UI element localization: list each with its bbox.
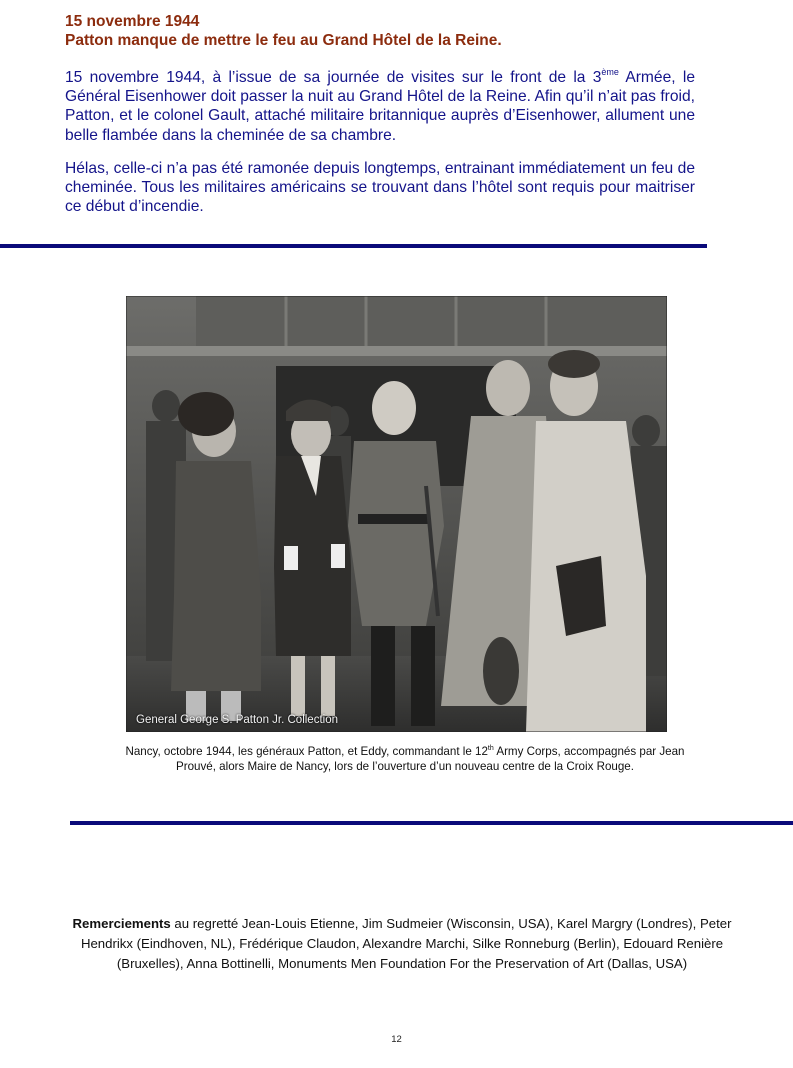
acknowledgements-text: au regretté Jean-Louis Etienne, Jim Sudmeier (Wisconsin, USA), Karel Margry (Londres), Peter Hendrikx (Eindhoven, NL), Frédérique Claudon, Alexandre Marchi, Silke Ronneburg (Berlin), Edouard Renière (Bruxelles), Anna Bottinelli, Monuments Men Foundation For the Preservation of Art (Dallas, USA) <box>80 916 732 971</box>
paragraph-1-superscript: ème <box>601 67 619 77</box>
caption-start: Nancy, octobre 1944, les généraux Patton, et Eddy, commandant le 12 <box>125 745 488 758</box>
acknowledgements-label: Remerciements <box>72 916 171 931</box>
paragraph-1-start: 15 novembre 1944, à l’issue de sa journée de visites sur le front de la 3 <box>65 69 602 86</box>
historical-photo <box>126 296 667 732</box>
divider-top <box>0 244 707 248</box>
page-number: 12 <box>391 1034 402 1045</box>
photo-illustration <box>126 296 667 732</box>
photo-credit: General George S. Patton Jr. Collection <box>136 714 338 726</box>
acknowledgements <box>62 914 742 974</box>
article-heading <box>65 12 502 50</box>
photo-caption <box>110 744 700 774</box>
caption-end: Army Corps, accompagnés par Jean Prouvé, alors Maire de Nancy, lors de l’ouverture d’un nouveau centre de la Croix Rouge. <box>176 745 685 773</box>
caption-superscript: th <box>487 745 494 752</box>
paragraph-2: Hélas, celle-ci n’a pas été ramonée depuis longtemps, entrainant immédiatement un feu de cheminée. Tous les militaires américains se trouvant dans l’hôtel sont requis pour maitriser ce début d’incendie. <box>65 160 695 216</box>
upper-windows <box>196 296 667 346</box>
paragraph-1 <box>65 68 695 145</box>
paragraph-1-end: Armée, le Général Eisenhower doit passer la nuit au Grand Hôtel de la Reine. Afin qu’il n’ait pas froid, Patton, et le colonel Gault, attaché militaire britannique auprès d’Eisenhower, allument une belle flambée dans la cheminée de sa chambre. <box>65 69 695 144</box>
heading-title: Patton manque de mettre le feu au Grand Hôtel de la Reine. <box>65 32 502 49</box>
divider-bottom <box>70 821 793 825</box>
heading-date: 15 novembre 1944 <box>65 13 200 30</box>
